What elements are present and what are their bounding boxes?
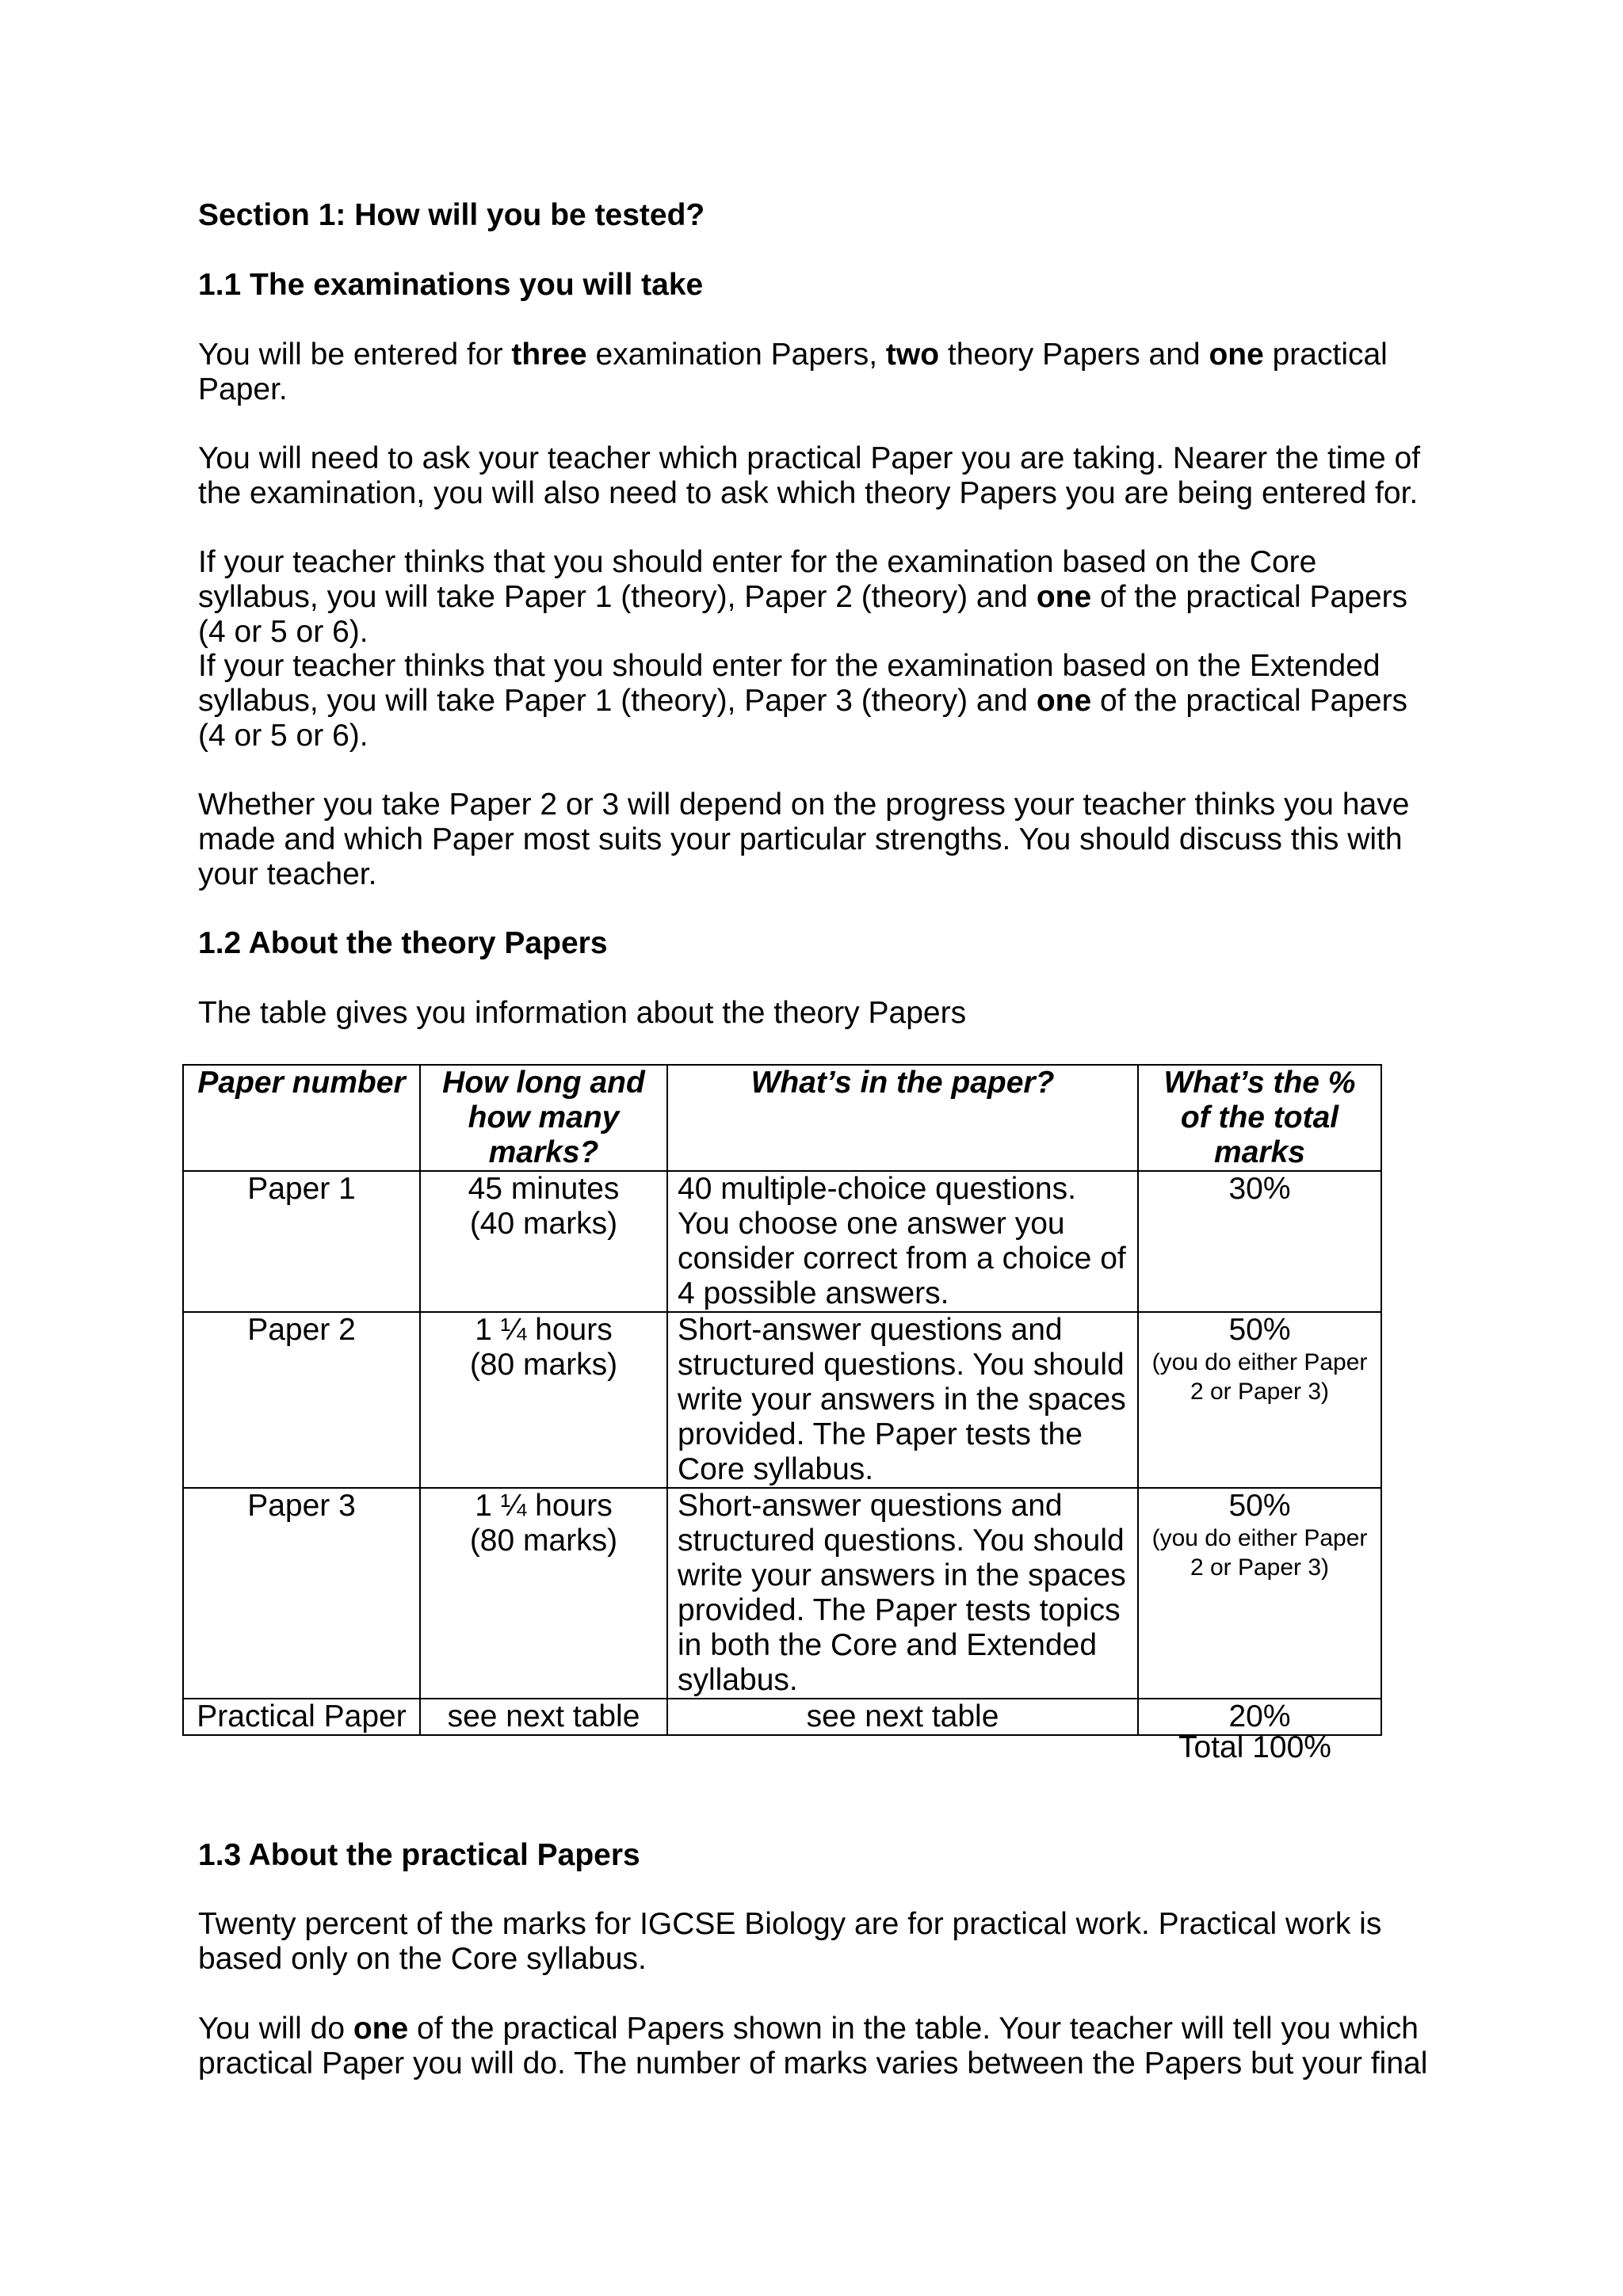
cell-paper: Paper 2 bbox=[183, 1312, 420, 1488]
table-row bbox=[183, 1312, 1381, 1488]
cell-content: Short-answer questions and structured questions. You should write your answers in the spaces provided. The Paper tests topics in both the Core and Extended syllabus. bbox=[667, 1488, 1138, 1699]
cell-percent: 30% bbox=[1138, 1171, 1381, 1312]
table-row bbox=[183, 1171, 1381, 1312]
heading-1-3: 1.3 About the practical Papers bbox=[198, 1838, 640, 1872]
header-duration-marks: How long and how many marks? bbox=[420, 1065, 667, 1171]
paragraph-papers-entered: You will be entered for three examination Papers, two theory Papers and one practical Paper. bbox=[198, 338, 1388, 406]
paragraph-extended-syllabus: If your teacher thinks that you should enter for the examination based on the Extended syllabus, you will take Paper 1 (theory), Paper 3 (theory) and one of the practical Papers (4 or 5 or 6). bbox=[198, 649, 1408, 753]
header-paper-number: Paper number bbox=[183, 1065, 420, 1171]
cell-content: 40 multiple-choice questions. You choose one answer you consider correct from a choice of 4 possible answers. bbox=[667, 1171, 1138, 1312]
table-header-row bbox=[183, 1065, 1381, 1171]
header-percent: What’s the % of the total marks bbox=[1138, 1065, 1381, 1171]
table-intro: The table gives you information about the theory Papers bbox=[198, 996, 967, 1030]
paragraph-practical-choice: You will do one of the practical Papers shown in the table. Your teacher will tell you which practical Paper you will do. The number of marks varies between the Papers but your final bbox=[198, 2012, 1428, 2081]
table-row bbox=[183, 1488, 1381, 1699]
cell-duration: 1 ¼ hours (80 marks) bbox=[420, 1312, 667, 1488]
total-percent: Total 100% bbox=[1178, 1730, 1331, 1764]
cell-duration: 45 minutes (40 marks) bbox=[420, 1171, 667, 1312]
cell-paper: Paper 3 bbox=[183, 1488, 420, 1699]
percent-note: (you do either Paper 2 or Paper 3) bbox=[1151, 1525, 1368, 1581]
section-title: Section 1: How will you be tested? bbox=[198, 198, 705, 232]
heading-1-1: 1.1 The examinations you will take bbox=[198, 268, 704, 302]
cell-content: Short-answer questions and structured questions. You should write your answers in the spaces provided. The Paper tests the Core syllabus. bbox=[667, 1312, 1138, 1488]
cell-duration: see next table bbox=[420, 1699, 667, 1735]
paragraph-core-syllabus: If your teacher thinks that you should enter for the examination based on the Core syllabus, you will take Paper 1 (theory), Paper 2 (theory) and one of the practical Papers (4 or 5 or 6). bbox=[198, 545, 1408, 649]
cell-duration: 1 ¼ hours (80 marks) bbox=[420, 1488, 667, 1699]
cell-percent: 50% (you do either Paper 2 or Paper 3) bbox=[1138, 1312, 1381, 1488]
cell-percent: 50% (you do either Paper 2 or Paper 3) bbox=[1138, 1488, 1381, 1699]
theory-papers-table bbox=[182, 1064, 1382, 1736]
percent-note: (you do either Paper 2 or Paper 3) bbox=[1151, 1349, 1368, 1405]
cell-paper: Practical Paper bbox=[183, 1699, 420, 1735]
heading-1-2: 1.2 About the theory Papers bbox=[198, 926, 608, 960]
cell-percent: 20% bbox=[1138, 1699, 1381, 1735]
cell-paper: Paper 1 bbox=[183, 1171, 420, 1312]
cell-content: see next table bbox=[667, 1699, 1138, 1735]
paragraph-ask-teacher: You will need to ask your teacher which practical Paper you are taking. Nearer the time of the examination, you will also need to ask which theory Papers you are being entered for. bbox=[198, 441, 1421, 510]
paragraph-paper-choice: Whether you take Paper 2 or 3 will depend on the progress your teacher thinks you have made and which Paper most suits your particular strengths. You should discuss this with your teacher. bbox=[198, 788, 1410, 891]
header-content: What’s in the paper? bbox=[667, 1065, 1138, 1171]
paragraph-practical-marks: Twenty percent of the marks for IGCSE Biology are for practical work. Practical work is based only on the Core syllabus. bbox=[198, 1907, 1382, 1976]
